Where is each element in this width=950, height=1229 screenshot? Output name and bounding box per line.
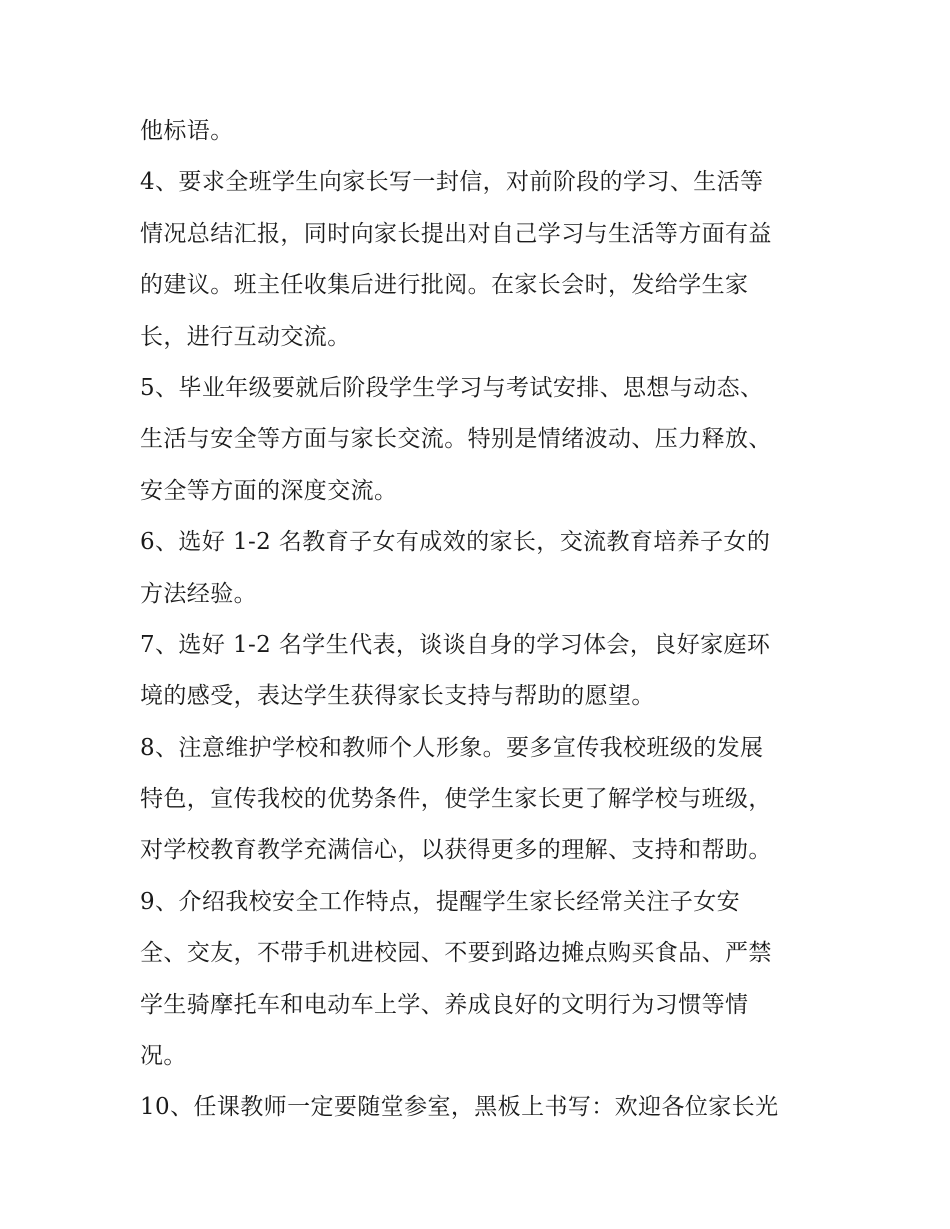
text-line: 他标语。 — [140, 118, 234, 144]
text-line: 的建议。班主任收集后进行批阅。在家长会时，发给学生家 — [140, 272, 749, 299]
text-line: 学生骑摩托车和电动车上学、养成良好的文明行为习惯等情 — [140, 991, 749, 1018]
text-line: 长，进行互动交流。 — [140, 323, 351, 350]
text-line: 安全等方面的深度交流。 — [140, 477, 398, 504]
text-line: 情况总结汇报，同时向家长提出对自己学习与生活等方面有益 — [140, 220, 772, 247]
text-line: 5、毕业年级要就后阶段学生学习与考试安排、思想与动态、 — [140, 374, 764, 401]
text-line: 10、任课教师一定要随堂参室，黑板上书写：欢迎各位家长光 — [140, 1094, 779, 1121]
text-line: 9、介绍我校安全工作特点，提醒学生家长经常关注子女安 — [140, 888, 741, 915]
text-line: 8、注意维护学校和教师个人形象。要多宣传我校班级的发展 — [140, 734, 764, 761]
text-line: 况。 — [140, 1043, 187, 1070]
text-line: 境的感受，表达学生获得家长支持与帮助的愿望。 — [140, 683, 655, 710]
text-line: 对学校教育教学充满信心，以获得更多的理解、支持和帮助。 — [140, 837, 772, 864]
text-line: 生活与安全等方面与家长交流。特别是情绪波动、压力释放、 — [140, 426, 772, 453]
text-line: 7、选好 1-2 名学生代表，谈谈自身的学习体会，良好家庭环 — [140, 631, 771, 658]
text-line: 全、交友，不带手机进校园、不要到路边摊点购买食品、严禁 — [140, 940, 772, 967]
text-line: 4、要求全班学生向家长写一封信，对前阶段的学习、生活等 — [140, 169, 764, 196]
text-line: 特色，宣传我校的优势条件，使学生家长更了解学校与班级， — [140, 786, 772, 813]
text-line: 方法经验。 — [140, 580, 257, 607]
body-text — [140, 106, 830, 1134]
text-line: 6、选好 1-2 名教育子女有成效的家长，交流教育培养子女的 — [140, 529, 771, 556]
